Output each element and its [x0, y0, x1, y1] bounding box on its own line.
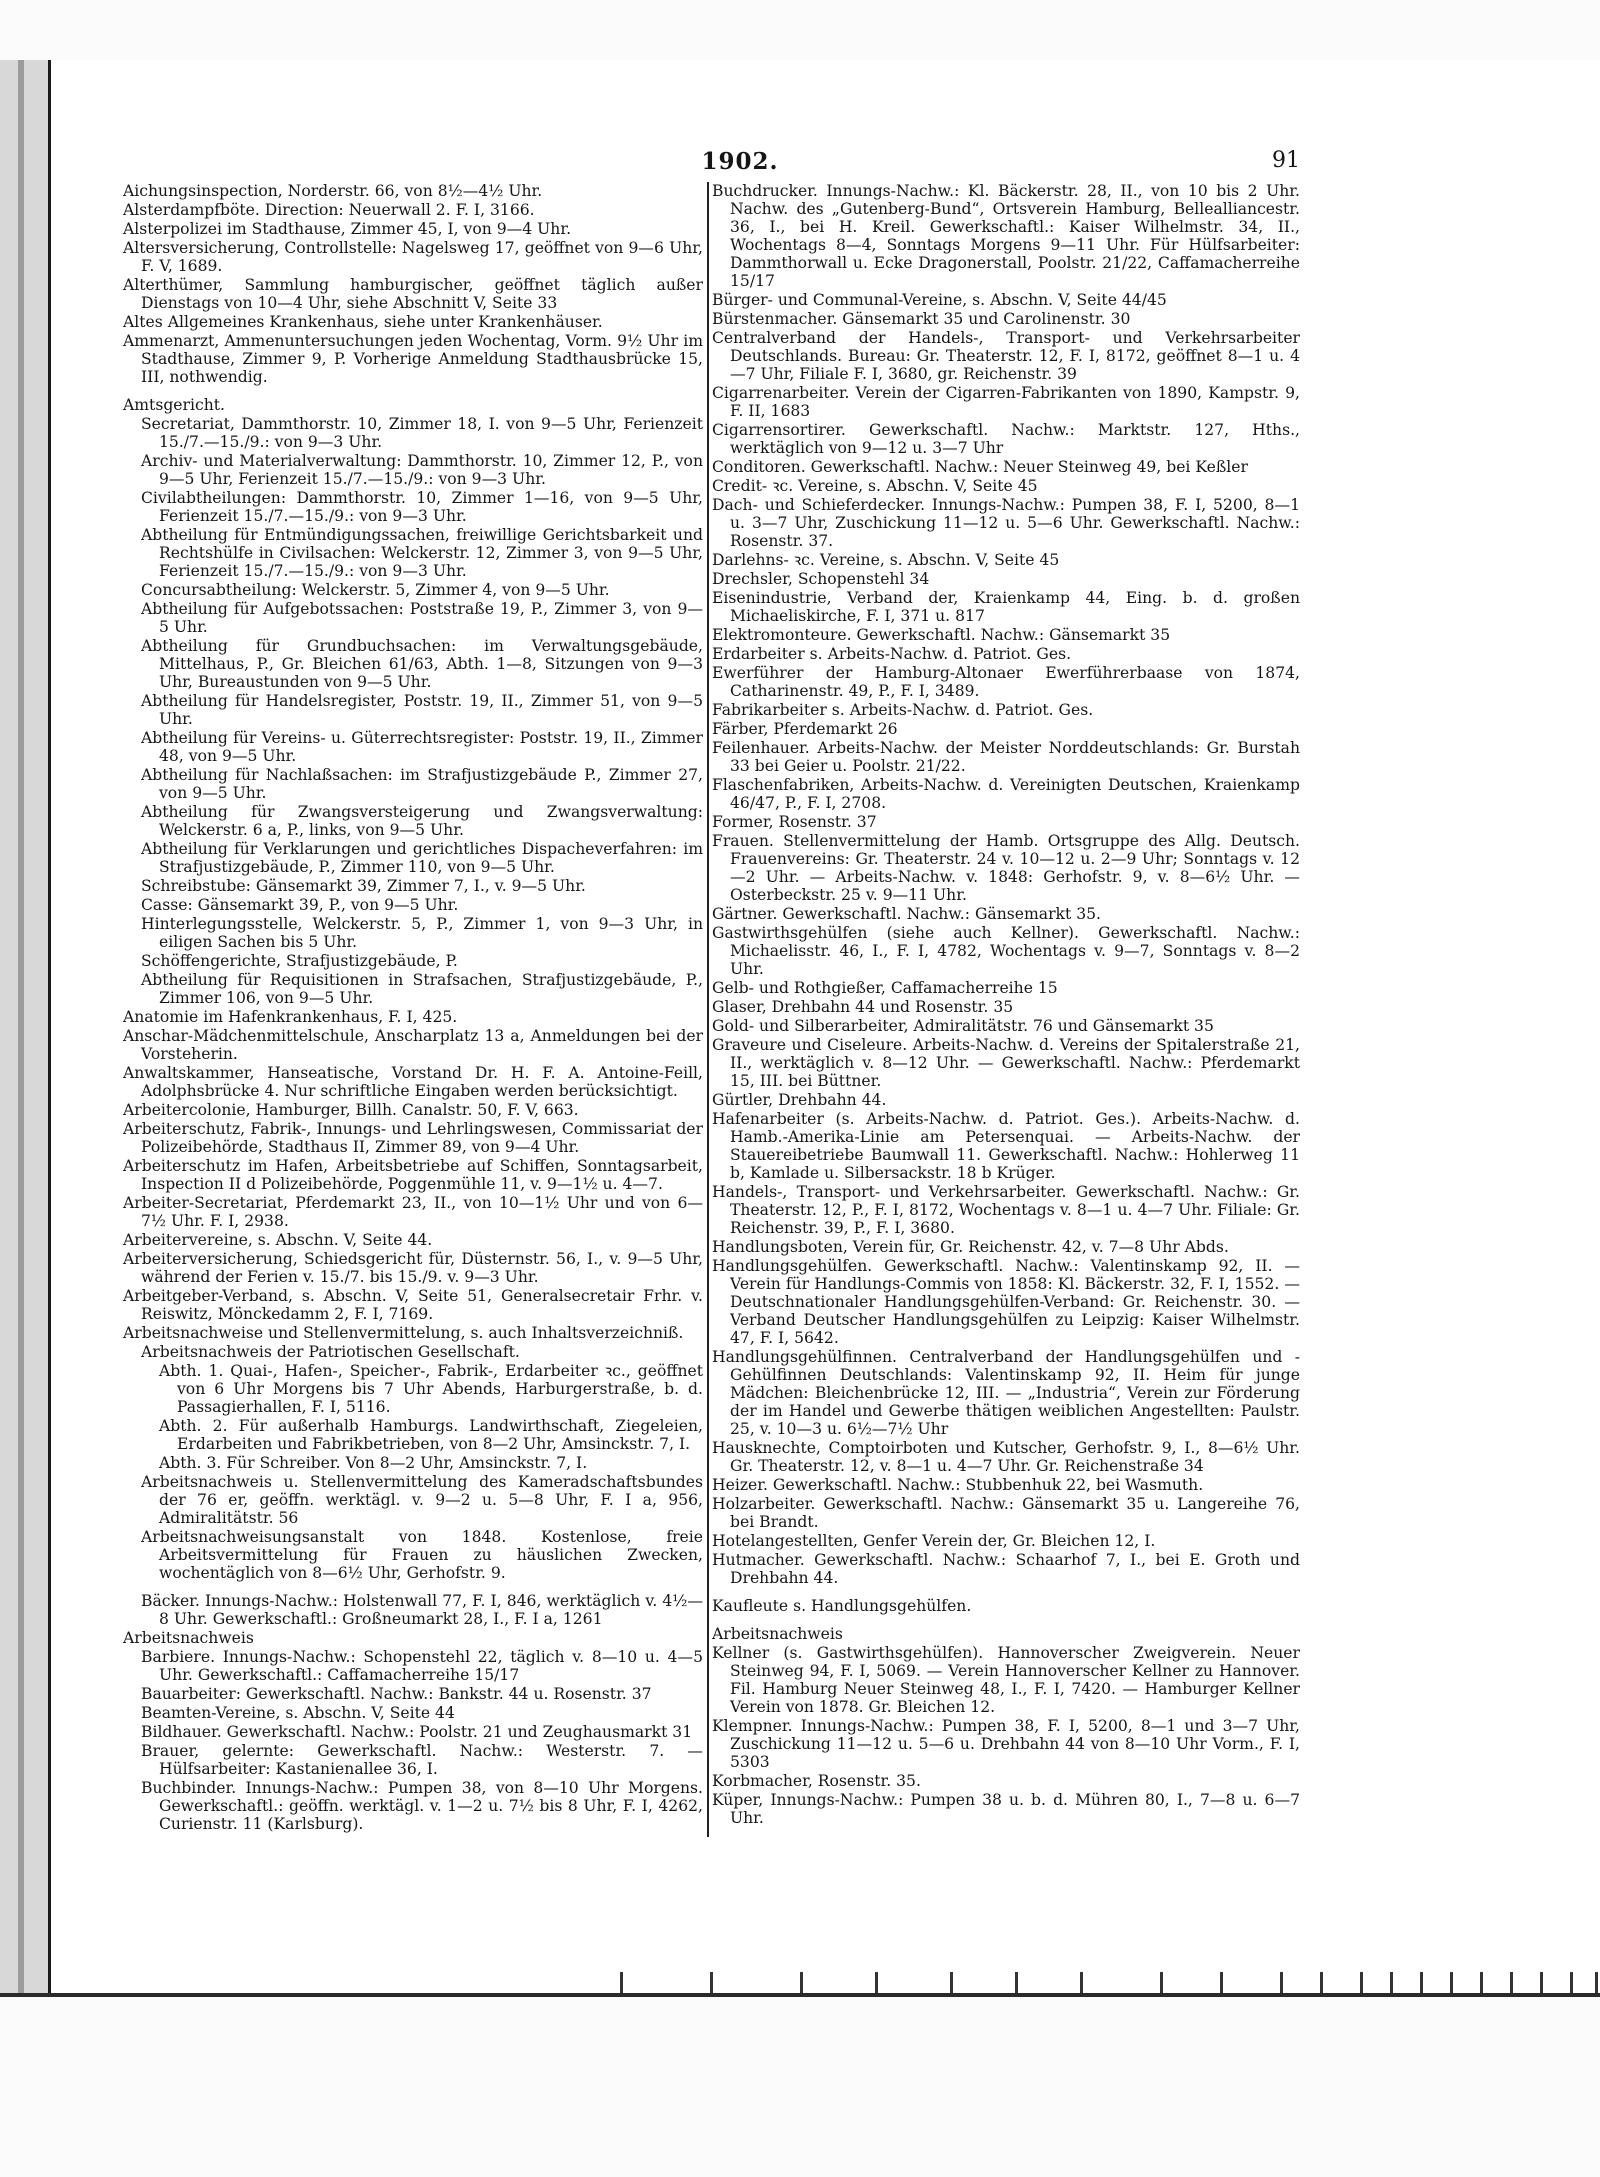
edge-tick [1450, 1972, 1453, 1994]
directory-entry: Arbeiterschutz im Hafen, Arbeitsbetriebe auf Schiffen, Sonntagsarbeit, Inspection II d Polizeibehörde, Poggenmühle 11, v. 9—1½ u. 4—7. [123, 1157, 703, 1193]
directory-entry: Erdarbeiter s. Arbeits-Nachw. d. Patriot. Ges. [712, 645, 1072, 663]
edge-tick [1510, 1972, 1513, 1994]
directory-entry: Abtheilung für Vereins- u. Güterrechtsregister: Poststr. 19, II., Zimmer 48, von 9—5 Uhr. [141, 729, 703, 765]
edge-tick [1360, 1972, 1363, 1994]
directory-entry: Beamten-Vereine, s. Abschn. V, Seite 44 [141, 1704, 455, 1722]
edge-tick [950, 1972, 953, 1994]
directory-entry: Buchdrucker. Innungs-Nachw.: Kl. Bäckerstr. 28, II., von 10 bis 2 Uhr. Nachw. des „Gutenberg-Bund“, Ortsverein Hamburg, Bellealliancestr. 36, I., bei H. Kreil. Gewerkschaftl.: Kaiser Wilhelmstr. 34, II., Wochentags 8—4, Sonntags Morgens 9—11 Uhr. Für Hülfsarbeiter: Dammthorwall u. Ecke Dragonerstall, Poolstr. 21/22, Caffamacherreihe 15/17 [712, 182, 1300, 290]
directory-entry: Drechsler, Schopenstehl 34 [712, 570, 930, 588]
directory-entry: Amtsgericht. [123, 396, 225, 414]
directory-entry: Abtheilung für Verklarungen und gerichtliches Dispacheverfahren: im Strafjustizgebäude, P., Zimmer 110, von 9—5 Uhr. [141, 840, 703, 876]
directory-entry: Abth. 2. Für außerhalb Hamburgs. Landwirthschaft, Ziegeleien, Erdarbeiten und Fabrikbetrieben, von 8—2 Uhr, Amsinckstr. 7, I. [159, 1417, 703, 1453]
directory-entry: Eisenindustrie, Verband der, Kraienkamp 44, Eing. b. d. großen Michaeliskirche, F. I, 371 u. 817 [712, 589, 1300, 625]
directory-entry: Alsterdampfböte. Direction: Neuerwall 2. F. I, 3166. [123, 201, 535, 219]
directory-entry: Gelb- und Rothgießer, Caffamacherreihe 15 [712, 979, 1058, 997]
directory-entry: Gold- und Silberarbeiter, Admiralitätstr. 76 und Gänsemarkt 35 [712, 1017, 1214, 1035]
directory-entry: Arbeitsnachweis [123, 1629, 254, 1647]
directory-entry: Abth. 1. Quai-, Hafen-, Speicher-, Fabrik-, Erdarbeiter ꝛc., geöffnet von 6 Uhr Morgens bis 7 Uhr Abends, Harburgerstraße, b. d. Passagierhallen, F. I, 5116. [159, 1362, 703, 1416]
edge-tick [1420, 1972, 1423, 1994]
column-divider [707, 182, 709, 1837]
directory-entry: Centralverband der Handels-, Transport- und Verkehrsarbeiter Deutschlands. Bureau: Gr. Theaterstr. 12, F. I, 8172, geöffnet 8—1 u. 4—7 Uhr, Filiale F. I, 3680, gr. Reichenstr. 39 [712, 329, 1300, 383]
edge-tick [1480, 1972, 1483, 1994]
directory-entry: Hafenarbeiter (s. Arbeits-Nachw. d. Patriot. Ges.). Arbeits-Nachw. d. Hamb.-Amerika-Linie am Petersenquai. — Arbeits-Nachw. der Stauereibetriebe Baumwall 11. Gewerkschaftl. Nachw.: Hohlerweg 11 b, Kamlade u. Silbersackstr. 18 b Krüger. [712, 1110, 1300, 1182]
directory-entry: Arbeitervereine, s. Abschn. V, Seite 44. [123, 1231, 433, 1249]
edge-tick [1015, 1972, 1018, 1994]
directory-entry: Anatomie im Hafenkrankenhaus, F. I, 425. [123, 1008, 458, 1026]
left-column [123, 182, 703, 1834]
directory-entry: Abtheilung für Aufgebotssachen: Poststraße 19, P., Zimmer 3, von 9—5 Uhr. [141, 600, 703, 636]
directory-entry: Gürtler, Drehbahn 44. [712, 1091, 887, 1109]
directory-entry: Schreibstube: Gänsemarkt 39, Zimmer 7, I., v. 9—5 Uhr. [141, 877, 586, 895]
scan-bottom-edge [0, 1993, 1600, 1997]
directory-entry: Flaschenfabriken, Arbeits-Nachw. d. Vereinigten Deutschen, Kraienkamp 46/47, P., F. I, 2708. [712, 776, 1300, 812]
directory-entry: Altes Allgemeines Krankenhaus, siehe unter Krankenhäuser. [123, 313, 603, 331]
edge-tick [1390, 1972, 1393, 1994]
edge-tick [710, 1972, 713, 1994]
directory-entry: Anschar-Mädchenmittelschule, Anscharplatz 13 a, Anmeldungen bei der Vorsteherin. [123, 1027, 703, 1063]
page-header-year: 1902. [701, 148, 779, 175]
edge-tick [1160, 1972, 1163, 1994]
edge-tick [800, 1972, 803, 1994]
directory-entry: Abtheilung für Nachlaßsachen: im Strafjustizgebäude P., Zimmer 27, von 9—5 Uhr. [141, 766, 703, 802]
directory-entry: Abtheilung für Entmündigungssachen, freiwillige Gerichtsbarkeit und Rechtshülfe in Civilsachen: Welckerstr. 12, Zimmer 3, von 9—5 Uhr, Ferienzeit 15./7.—15./9.: von 9—3 Uhr. [141, 526, 703, 580]
directory-entry: Brauer, gelernte: Gewerkschaftl. Nachw.: Westerstr. 7. — Hülfsarbeiter: Kastanienallee 36, I. [141, 1742, 703, 1778]
directory-entry: Handels-, Transport- und Verkehrsarbeiter. Gewerkschaftl. Nachw.: Gr. Theaterstr. 12, P., F. I, 8172, Wochentags v. 8—1 u. 4—7 Uhr. Filiale: Gr. Reichenstr. 39, P., F. I, 3680. [712, 1183, 1300, 1237]
directory-entry: Kellner (s. Gastwirthsgehülfen). Hannoverscher Zweigverein. Neuer Steinweg 94, F. I, 5069. — Verein Hannoverscher Kellner zu Hannover. Fil. Hamburg Neuer Steinweg 48, I., F. I, 7420. — Hamburger Kellner Verein von 1878. Gr. Bleichen 12. [712, 1644, 1300, 1716]
directory-entry: Hinterlegungsstelle, Welckerstr. 5, P., Zimmer 1, von 9—3 Uhr, in eiligen Sachen bis 5 Uhr. [141, 915, 703, 951]
directory-entry: Bäcker. Innungs-Nachw.: Holstenwall 77, F. I, 846, werktäglich v. 4½—8 Uhr. Gewerkschaftl.: Großneumarkt 28, I., F. I a, 1261 [141, 1592, 703, 1628]
directory-entry: Kaufleute s. Handlungsgehülfen. [712, 1597, 972, 1615]
directory-entry: Secretariat, Dammthorstr. 10, Zimmer 18, I. von 9—5 Uhr, Ferienzeit 15./7.—15./9.: von 9—3 Uhr. [141, 415, 703, 451]
directory-entry: Casse: Gänsemarkt 39, P., von 9—5 Uhr. [141, 896, 459, 914]
directory-entry: Barbiere. Innungs-Nachw.: Schopenstehl 22, täglich v. 8—10 u. 4—5 Uhr. Gewerkschaftl.: Caffamacherreihe 15/17 [141, 1648, 703, 1684]
directory-entry: Gärtner. Gewerkschaftl. Nachw.: Gänsemarkt 35. [712, 905, 1101, 923]
directory-entry: Holzarbeiter. Gewerkschaftl. Nachw.: Gänsemarkt 35 u. Langereihe 76, bei Brandt. [712, 1495, 1300, 1531]
directory-entry: Abtheilung für Requisitionen in Strafsachen, Strafjustizgebäude, P., Zimmer 106, von 9—5 Uhr. [141, 971, 703, 1007]
directory-entry: Altersversicherung, Controllstelle: Nagelsweg 17, geöffnet von 9—6 Uhr, F. V, 1689. [123, 239, 703, 275]
right-column [712, 182, 1300, 1828]
page-number: 91 [1272, 148, 1300, 173]
directory-entry: Darlehns- ꝛc. Vereine, s. Abschn. V, Seite 45 [712, 551, 1060, 569]
directory-entry: Dach- und Schieferdecker. Innungs-Nachw.: Pumpen 38, F. I, 5200, 8—1 u. 3—7 Uhr, Zuschickung 11—12 u. 5—6 Uhr. Gewerkschaftl. Nachw.: Rosenstr. 37. [712, 496, 1300, 550]
edge-tick [1280, 1972, 1283, 1994]
directory-entry: Küper, Innungs-Nachw.: Pumpen 38 u. b. d. Mühren 80, I., 7—8 u. 6—7 Uhr. [712, 1791, 1300, 1827]
directory-entry: Gastwirthsgehülfen (siehe auch Kellner). Gewerkschaftl. Nachw.: Michaelisstr. 46, I., F. I, 4782, Wochentags v. 9—7, Sonntags v. 8—2 Uhr. [712, 924, 1300, 978]
directory-entry: Feilenhauer. Arbeits-Nachw. der Meister Norddeutschlands: Gr. Burstah 33 bei Geier u. Poolstr. 21/22. [712, 739, 1300, 775]
directory-entry: Arbeiter-Secretariat, Pferdemarkt 23, II., von 10—1½ Uhr und von 6—7½ Uhr. F. I, 2938. [123, 1194, 703, 1230]
directory-entry: Civilabtheilungen: Dammthorstr. 10, Zimmer 1—16, von 9—5 Uhr, Ferienzeit 15./7.—15./9.: von 9—3 Uhr. [141, 489, 703, 525]
edge-tick [620, 1972, 623, 1994]
directory-entry: Hausknechte, Comptoirboten und Kutscher, Gerhofstr. 9, I., 8—6½ Uhr. Gr. Theaterstr. 12, v. 8—1 u. 4—7 Uhr. Gr. Reichenstraße 34 [712, 1439, 1300, 1475]
directory-entry: Handlungsgehülfen. Gewerkschaftl. Nachw.: Valentinskamp 92, II. — Verein für Handlungs-Commis von 1858: Kl. Bäckerstr. 32, F. I, 1552. — Deutschnationaler Handlungsgehülfen-Verband: Gr. Reichenstr. 30. — Verband Deutscher Handlungsgehülfen zu Leipzig: Kaiser Wilhelmstr. 47, F. I, 5642. [712, 1257, 1300, 1347]
directory-entry: Elektromonteure. Gewerkschaftl. Nachw.: Gänsemarkt 35 [712, 626, 1171, 644]
directory-entry: Schöffengerichte, Strafjustizgebäude, P. [141, 952, 458, 970]
directory-entry: Abth. 3. Für Schreiber. Von 8—2 Uhr, Amsinckstr. 7, I. [159, 1454, 588, 1472]
edge-tick [1080, 1972, 1083, 1994]
directory-entry: Bildhauer. Gewerkschaftl. Nachw.: Poolstr. 21 und Zeughausmarkt 31 [141, 1723, 693, 1741]
edge-tick [1595, 1972, 1598, 1994]
directory-entry: Cigarrensortirer. Gewerkschaftl. Nachw.: Marktstr. 127, Hths., werktäglich von 9—12 u. 3—7 Uhr [712, 421, 1300, 457]
directory-entry: Arbeitercolonie, Hamburger, Billh. Canalstr. 50, F. V, 663. [123, 1101, 579, 1119]
edge-tick [875, 1972, 878, 1994]
directory-entry: Ewerführer der Hamburg-Altonaer Ewerführerbaase von 1874, Catharinenstr. 49, P., F. I, 3489. [712, 664, 1300, 700]
directory-entry: Archiv- und Materialverwaltung: Dammthorstr. 10, Zimmer 12, P., von 9—5 Uhr, Ferienzeit 15./7.—15./9.: von 9—3 Uhr. [141, 452, 703, 488]
directory-entry: Graveure und Ciseleure. Arbeits-Nachw. d. Vereins der Spitalerstraße 21, II., werktäglich v. 8—12 Uhr. — Gewerkschaftl. Nachw.: Pferdemarkt 15, III. bei Büttner. [712, 1036, 1300, 1090]
directory-entry: Cigarrenarbeiter. Verein der Cigarren-Fabrikanten von 1890, Kampstr. 9, F. II, 1683 [712, 384, 1300, 420]
edge-tick [1570, 1972, 1573, 1994]
directory-entry: Handlungsgehülfinnen. Centralverband der Handlungsgehülfen und -Gehülfinnen Deutschlands: Valentinskamp 92, II. Heim für junge Mädchen: Bleichenbrücke 12, III. — „Industria“, Verein zur Förderung der im Handel und Gewerbe thätigen weiblichen Angestellten: Paulstr. 25, v. 10—3 u. 6½—7½ Uhr [712, 1348, 1300, 1438]
directory-entry: Abtheilung für Handelsregister, Poststr. 19, II., Zimmer 51, von 9—5 Uhr. [141, 692, 703, 728]
directory-entry: Arbeitsnachweisungsanstalt von 1848. Kostenlose, freie Arbeitsvermittelung für Frauen zu häuslichen Zwecken, wochentäglich von 8—6½ Uhr, Gerhofstr. 9. [141, 1528, 703, 1582]
directory-entry: Ammenarzt, Ammenuntersuchungen jeden Wochentag, Vorm. 9½ Uhr im Stadthause, Zimmer 9, P. Vorherige Anmeldung Stadthausbrücke 15, III, nothwendig. [123, 332, 703, 386]
directory-entry: Arbeitsnachweis u. Stellenvermittelung des Kameradschaftsbundes der 76 er, geöffn. werktägl. v. 9—2 u. 5—8 Uhr, F. I a, 956, Admiralitätstr. 56 [141, 1473, 703, 1527]
directory-entry: Glaser, Drehbahn 44 und Rosenstr. 35 [712, 998, 1014, 1016]
edge-tick [1220, 1972, 1223, 1994]
directory-entry: Alterthümer, Sammlung hamburgischer, geöffnet täglich außer Dienstags von 10—4 Uhr, siehe Abschnitt V, Seite 33 [123, 276, 703, 312]
edge-tick [1540, 1972, 1543, 1994]
directory-entry: Fabrikarbeiter s. Arbeits-Nachw. d. Patriot. Ges. [712, 701, 1094, 719]
directory-entry: Frauen. Stellenvermittelung der Hamb. Ortsgruppe des Allg. Deutsch. Frauenvereins: Gr. Theaterstr. 24 v. 10—12 u. 2—9 Uhr; Sonntags v. 12—2 Uhr. — Arbeits-Nachw. v. 1848: Gerhofstr. 9, v. 8—6½ Uhr. — Osterbeckstr. 25 v. 9—11 Uhr. [712, 832, 1300, 904]
directory-entry: Buchbinder. Innungs-Nachw.: Pumpen 38, von 8—10 Uhr Morgens. Gewerkschaftl.: geöffn. werktägl. v. 1—2 u. 7½ bis 8 Uhr, F. I, 4262, Curienstr. 11 (Karlsburg). [141, 1779, 703, 1833]
directory-entry: Bürstenmacher. Gänsemarkt 35 und Carolinenstr. 30 [712, 310, 1131, 328]
directory-entry: Anwaltskammer, Hanseatische, Vorstand Dr. H. F. A. Antoine-Feill, Adolphsbrücke 4. Nur schriftliche Eingaben werden berücksichtigt. [123, 1064, 703, 1100]
directory-entry: Arbeiterschutz, Fabrik-, Innungs- und Lehrlingswesen, Commissariat der Polizeibehörde, Stadthaus II, Zimmer 89, von 9—4 Uhr. [123, 1120, 703, 1156]
directory-entry: Klempner. Innungs-Nachw.: Pumpen 38, F. I, 5200, 8—1 und 3—7 Uhr, Zuschickung 11—12 u. 5—6 u. Drehbahn 44 von 8—10 Uhr Vorm., F. I, 5303 [712, 1717, 1300, 1771]
binding-shadow [18, 60, 24, 1995]
directory-entry: Korbmacher, Rosenstr. 35. [712, 1772, 921, 1790]
directory-entry: Bauarbeiter: Gewerkschaftl. Nachw.: Bankstr. 44 u. Rosenstr. 37 [141, 1685, 652, 1703]
directory-entry: Handlungsboten, Verein für, Gr. Reichenstr. 42, v. 7—8 Uhr Abds. [712, 1238, 1229, 1256]
directory-entry: Arbeitsnachweis [712, 1625, 843, 1643]
directory-entry: Arbeitsnachweise und Stellenvermittelung, s. auch Inhaltsverzeichniß. [123, 1324, 684, 1342]
directory-entry: Former, Rosenstr. 37 [712, 813, 877, 831]
directory-entry: Abtheilung für Grundbuchsachen: im Verwaltungsgebäude, Mittelhaus, P., Gr. Bleichen 61/63, Abth. 1—8, Sitzungen von 9—3 Uhr, Bureaustunden von 9—5 Uhr. [141, 637, 703, 691]
directory-entry: Arbeiterversicherung, Schiedsgericht für, Düsternstr. 56, I., v. 9—5 Uhr, während der Ferien v. 15./7. bis 15./9. v. 9—3 Uhr. [123, 1250, 703, 1286]
directory-entry: Heizer. Gewerkschaftl. Nachw.: Stubbenhuk 22, bei Wasmuth. [712, 1476, 1204, 1494]
directory-entry: Arbeitsnachweis der Patriotischen Gesellschaft. [141, 1343, 520, 1361]
directory-entry: Abtheilung für Zwangsversteigerung und Zwangsverwaltung: Welckerstr. 6 a, P., links, von 9—5 Uhr. [141, 803, 703, 839]
directory-entry: Alsterpolizei im Stadthause, Zimmer 45, I, von 9—4 Uhr. [123, 220, 572, 238]
scan-edge-ticks [620, 1972, 1600, 1994]
directory-entry: Bürger- und Communal-Vereine, s. Abschn. V, Seite 44/45 [712, 291, 1167, 309]
directory-entry: Credit- ꝛc. Vereine, s. Abschn. V, Seite 45 [712, 477, 1038, 495]
directory-entry: Arbeitgeber-Verband, s. Abschn. V, Seite 51, Generalsecretair Frhr. v. Reiswitz, Mönckedamm 2, F. I, 7169. [123, 1287, 703, 1323]
directory-entry: Hotelangestellten, Genfer Verein der, Gr. Bleichen 12, I. [712, 1532, 1156, 1550]
directory-entry: Conditoren. Gewerkschaftl. Nachw.: Neuer Steinweg 49, bei Keßler [712, 458, 1248, 476]
directory-entry: Färber, Pferdemarkt 26 [712, 720, 898, 738]
previous-page-edge [0, 60, 51, 1995]
directory-entry: Hutmacher. Gewerkschaftl. Nachw.: Schaarhof 7, I., bei E. Groth und Drehbahn 44. [712, 1551, 1300, 1587]
edge-tick [1320, 1972, 1323, 1994]
directory-entry: Concursabtheilung: Welckerstr. 5, Zimmer 4, von 9—5 Uhr. [141, 581, 610, 599]
directory-entry: Aichungsinspection, Norderstr. 66, von 8½—4½ Uhr. [123, 182, 543, 200]
